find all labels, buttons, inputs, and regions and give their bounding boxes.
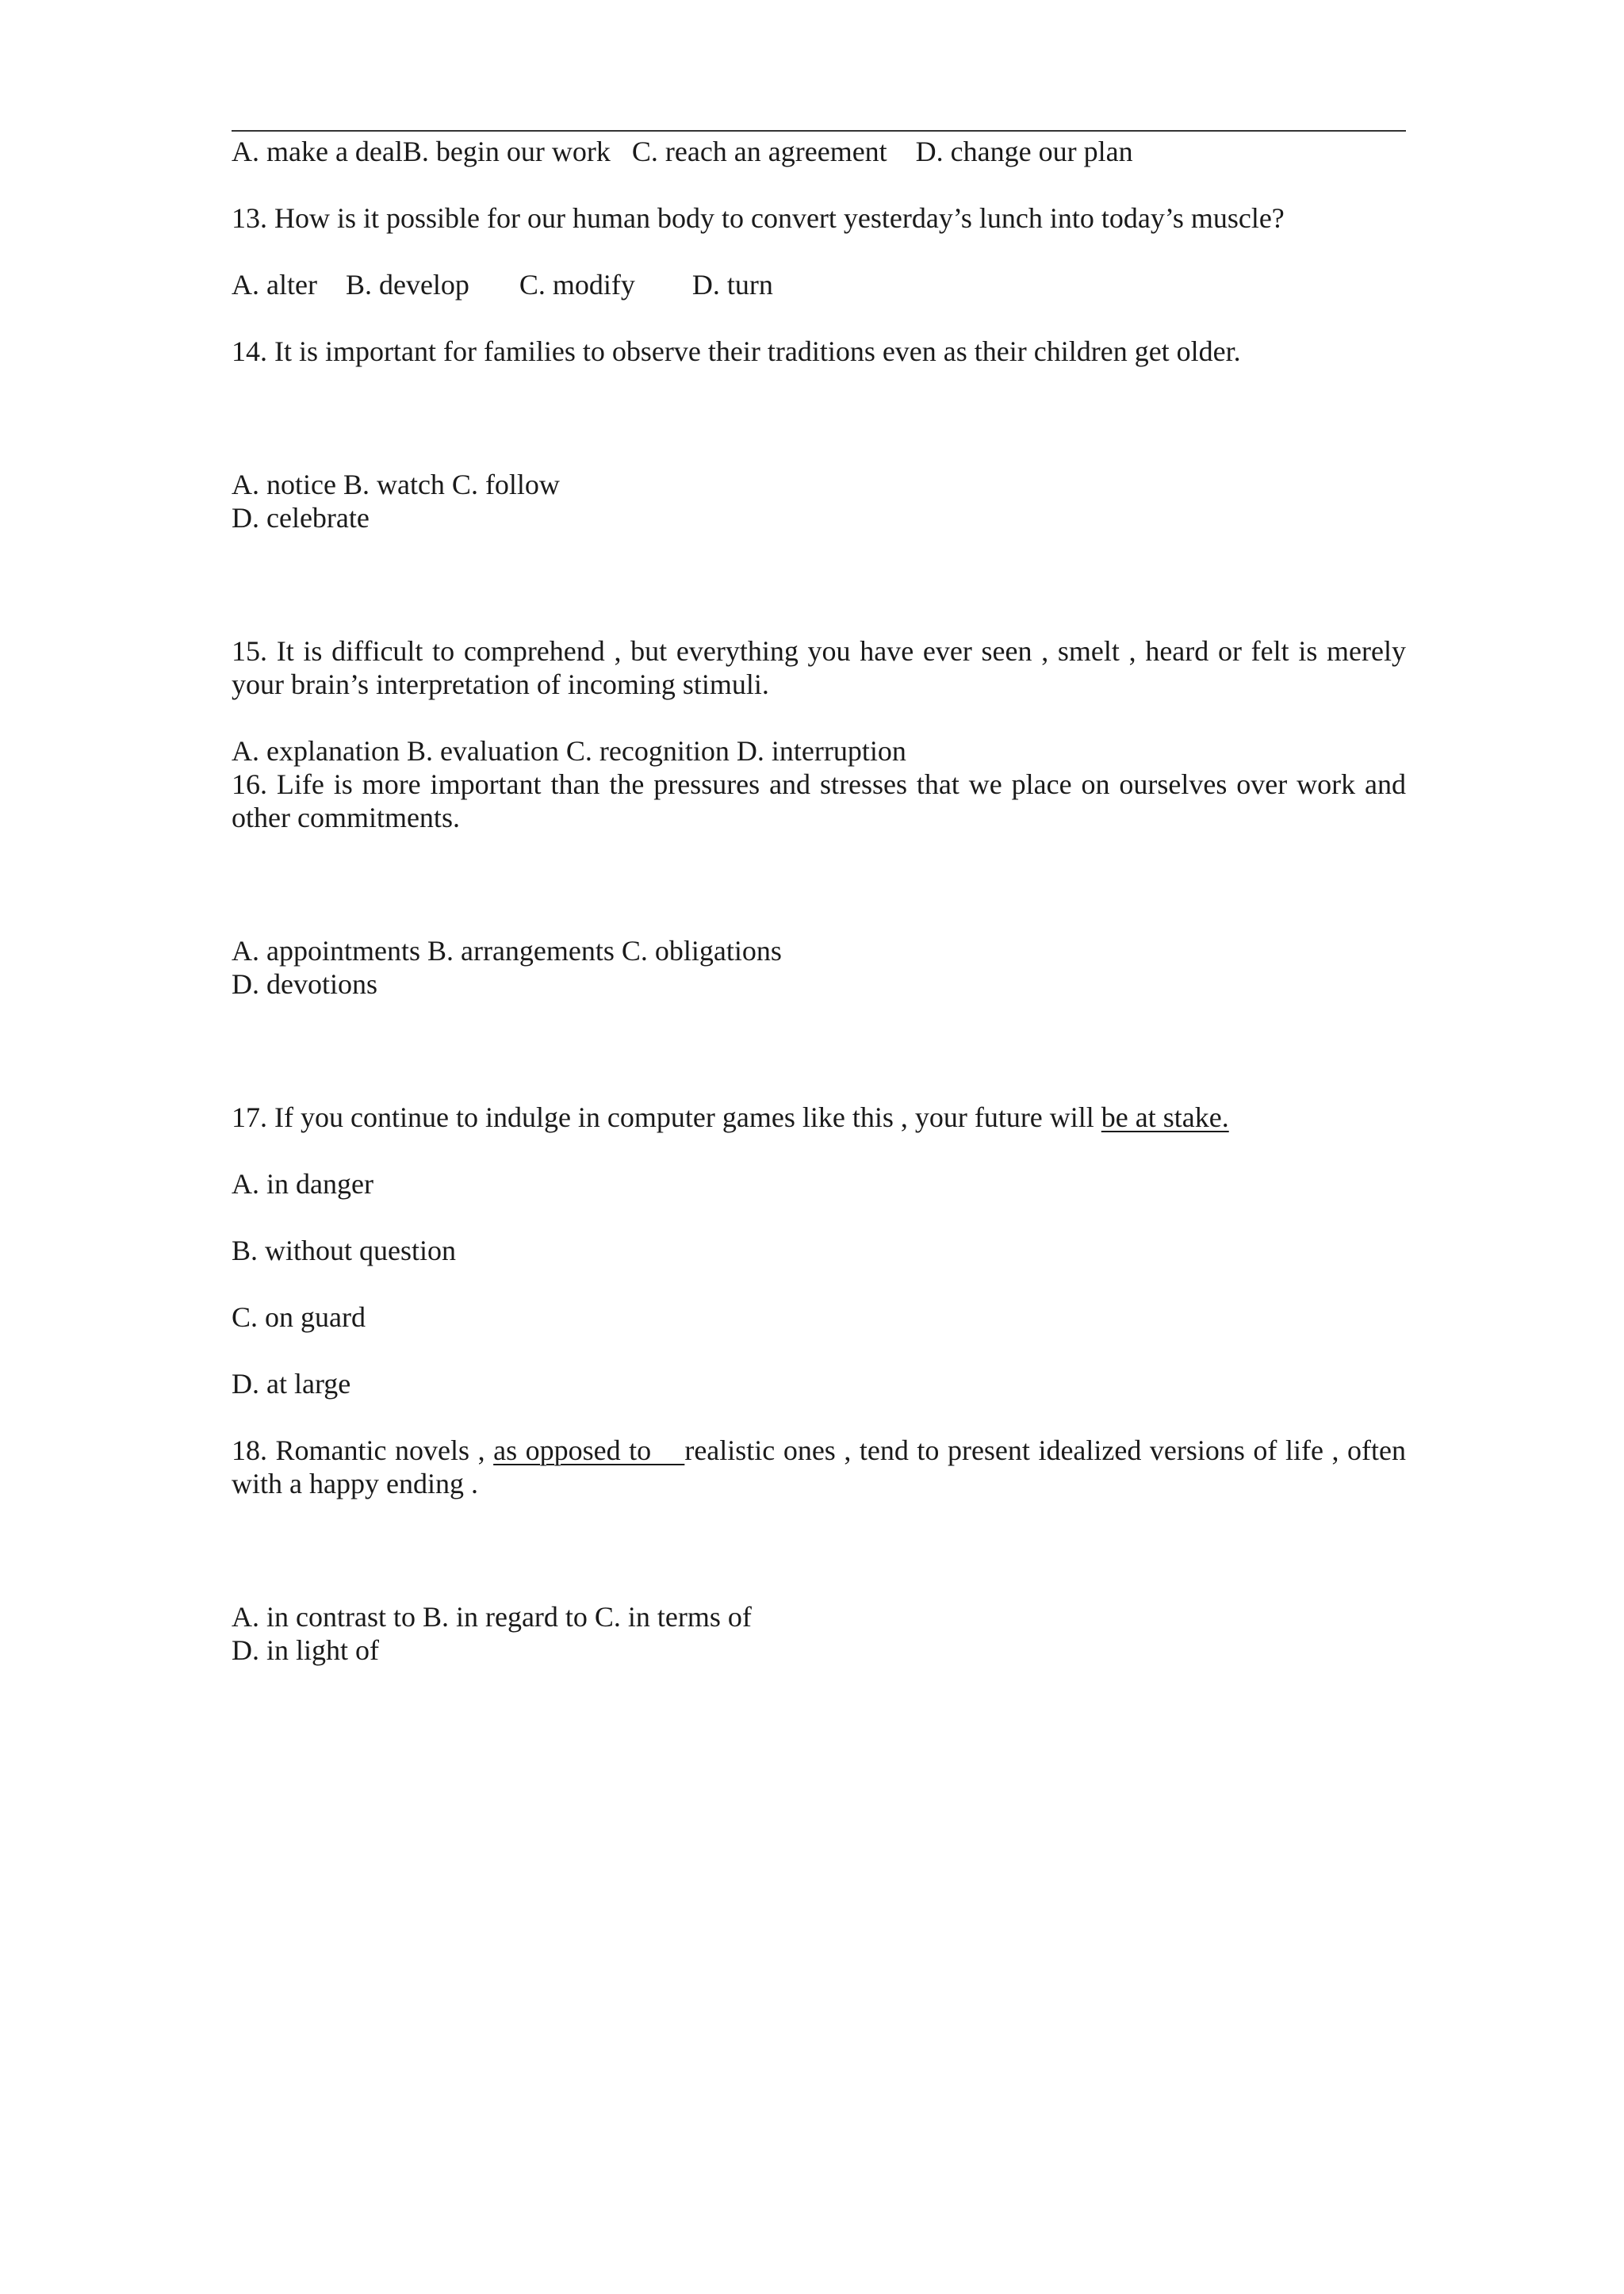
question-15-options: A. explanation B. evaluation C. recognition D. interruption	[232, 735, 906, 767]
question-18-stem-before: 18. Romantic novels ,	[232, 1434, 494, 1466]
question-13-stem: 13. How is it possible for our human body to convert yesterday’s lunch into today’s muscle?	[232, 202, 1285, 234]
question-16-options	[232, 867, 1406, 1067]
question-17-option-d: D. at large	[232, 1368, 351, 1400]
question-16-stem: 16. Life is more important than the pressures and stresses that we place on ourselves over work and other commitments.	[232, 768, 1413, 833]
question-17-option-a: A. in danger	[232, 1168, 373, 1200]
question-17-underlined-phrase: be at stake.	[1101, 1101, 1229, 1133]
question-18-options	[232, 1534, 1406, 1733]
question-17-stem	[232, 1101, 1406, 1134]
question-18-stem	[232, 1434, 1413, 1500]
question-18-underlined-phrase: as opposed to	[493, 1434, 685, 1466]
question-14-options-line-2: D. celebrate	[232, 502, 370, 534]
question-16-options-line-1: A. appointments B. arrangements C. obligations	[232, 935, 782, 967]
question-13-options: A. alter B. develop C. modify D. turn	[232, 269, 773, 301]
question-17-option-c: C. on guard	[232, 1301, 366, 1333]
question-16-options-line-2: D. devotions	[232, 968, 377, 1000]
question-14-stem: 14. It is important for families to observe their traditions even as their children get older.	[232, 335, 1241, 367]
header-rule	[232, 130, 1406, 132]
question-18-options-line-2: D. in light of	[232, 1634, 379, 1666]
question-14-options-line-1: A. notice B. watch C. follow	[232, 469, 560, 500]
question-12-options: A. make a dealB. begin our work C. reach an agreement D. change our plan	[232, 136, 1133, 167]
question-17-option-b: B. without question	[232, 1235, 457, 1266]
question-18-options-line-1: A. in contrast to B. in regard to C. in terms of	[232, 1601, 752, 1633]
question-17-stem-text: 17. If you continue to indulge in computer games like this , your future will	[232, 1101, 1101, 1133]
question-18-stem-after: realistic ones , tend to present idealized versions of life , often with a happy ending .	[232, 1434, 1413, 1499]
document-body	[232, 130, 1413, 1767]
question-14-options	[232, 401, 1406, 601]
question-15-stem: 15. It is difficult to comprehend , but everything you have ever seen , smelt , heard or felt is merely your brain’s interpretation of incoming stimuli.	[232, 635, 1413, 700]
